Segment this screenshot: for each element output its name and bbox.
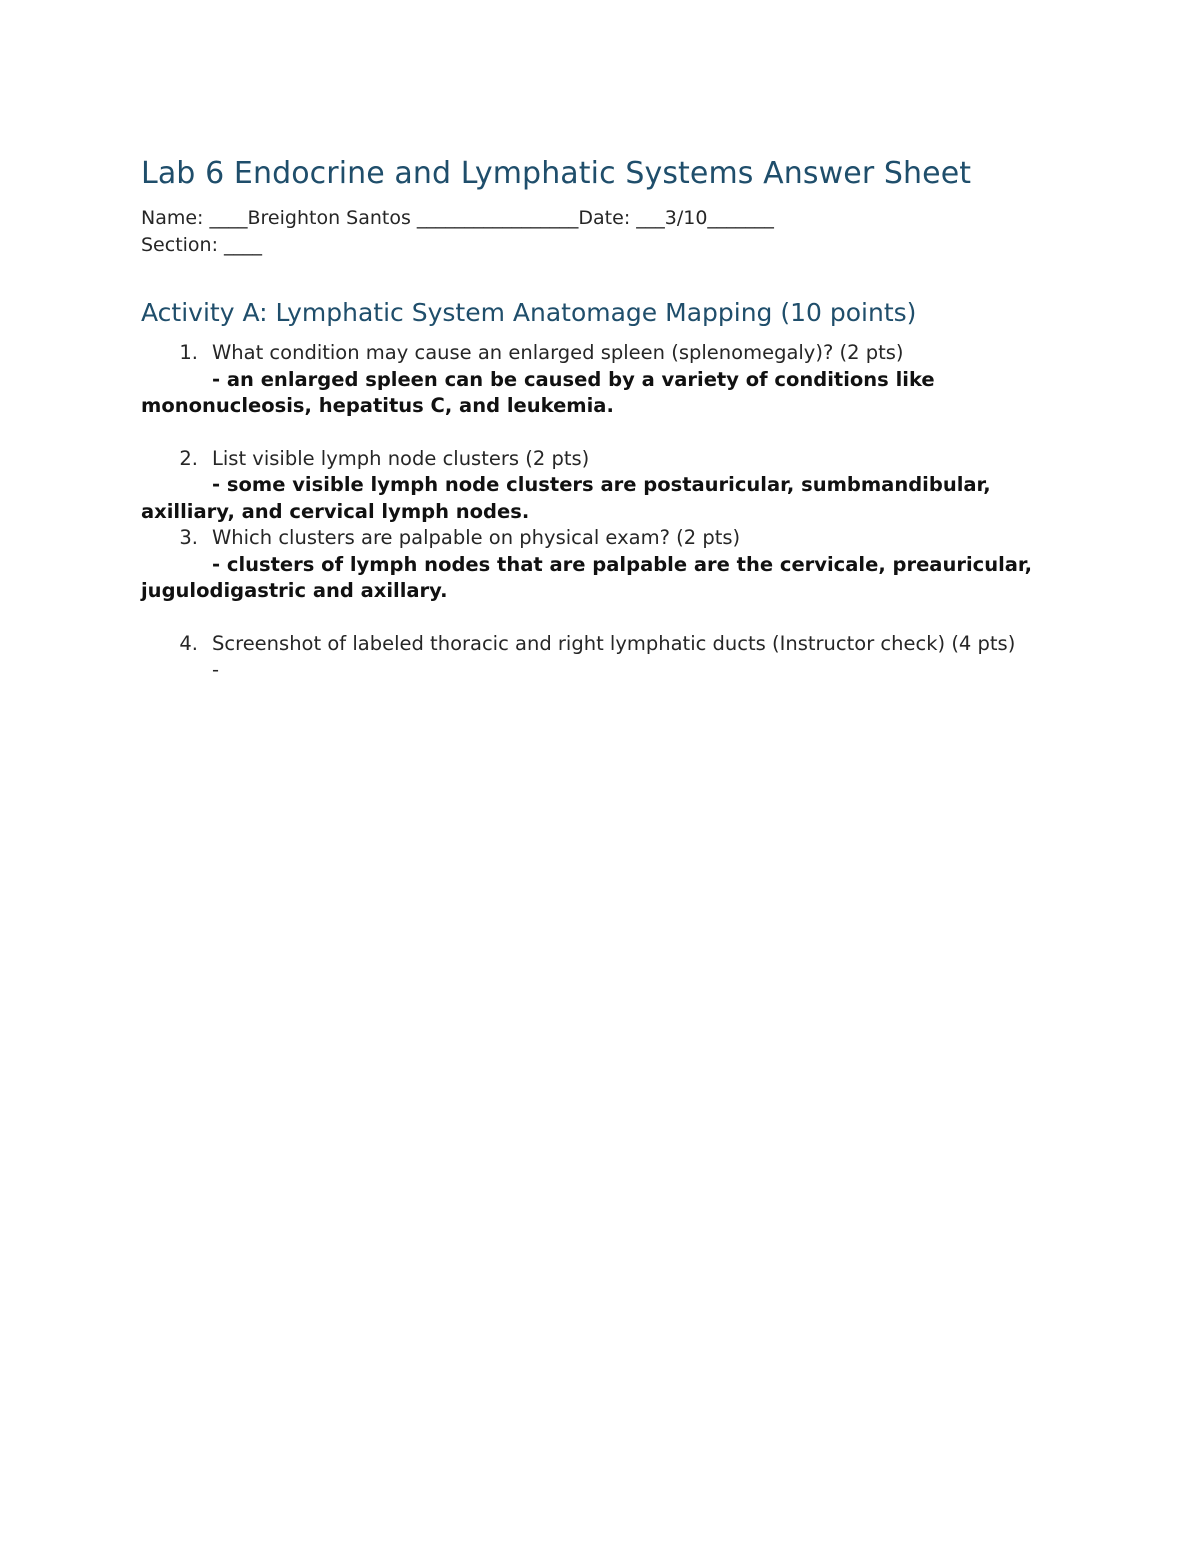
answer-text: - (212, 658, 220, 681)
question-text: What condition may cause an enlarged spleen (splenomegaly)? (2 pts) (212, 341, 904, 364)
question-text: Which clusters are palpable on physical exam? (2 pts) (212, 526, 741, 549)
page-title: Lab 6 Endocrine and Lymphatic Systems Answer Sheet (141, 156, 972, 191)
question-item-1 (141, 340, 1071, 446)
question-text: Screenshot of labeled thoracic and right lymphatic ducts (Instructor check) (4 pts) (212, 631, 1016, 655)
activity-heading: Activity A: Lymphatic System Anatomage Mapping (10 points) (141, 298, 917, 327)
question-number: 4. (179, 631, 198, 655)
student-info (141, 205, 774, 259)
question-item-2 (141, 446, 1071, 526)
question-number: 2. (179, 446, 198, 470)
answer-text: - some visible lymph node clusters are postauricular, sumbmandibular, axilliary, and cervical lymph nodes. (141, 473, 991, 523)
question-number: 1. (179, 341, 198, 364)
section-line: Section: ____ (141, 234, 263, 256)
answer-text: - an enlarged spleen can be caused by a variety of conditions like mononucleosis, hepatitus C, and leukemia. (141, 367, 935, 417)
question-number: 3. (179, 526, 198, 549)
question-text: List visible lymph node clusters (2 pts) (212, 446, 590, 470)
question-item-4 (141, 631, 1071, 684)
question-item-3 (141, 525, 1071, 631)
answer-text: - clusters of lymph nodes that are palpable are the cervicale, preauricular, jugulodigastric and axillary. (141, 552, 1033, 602)
name-date-line: Name: ____Breighton Santos _________________Date: ___3/10_______ (141, 207, 774, 229)
question-list (141, 340, 1071, 684)
